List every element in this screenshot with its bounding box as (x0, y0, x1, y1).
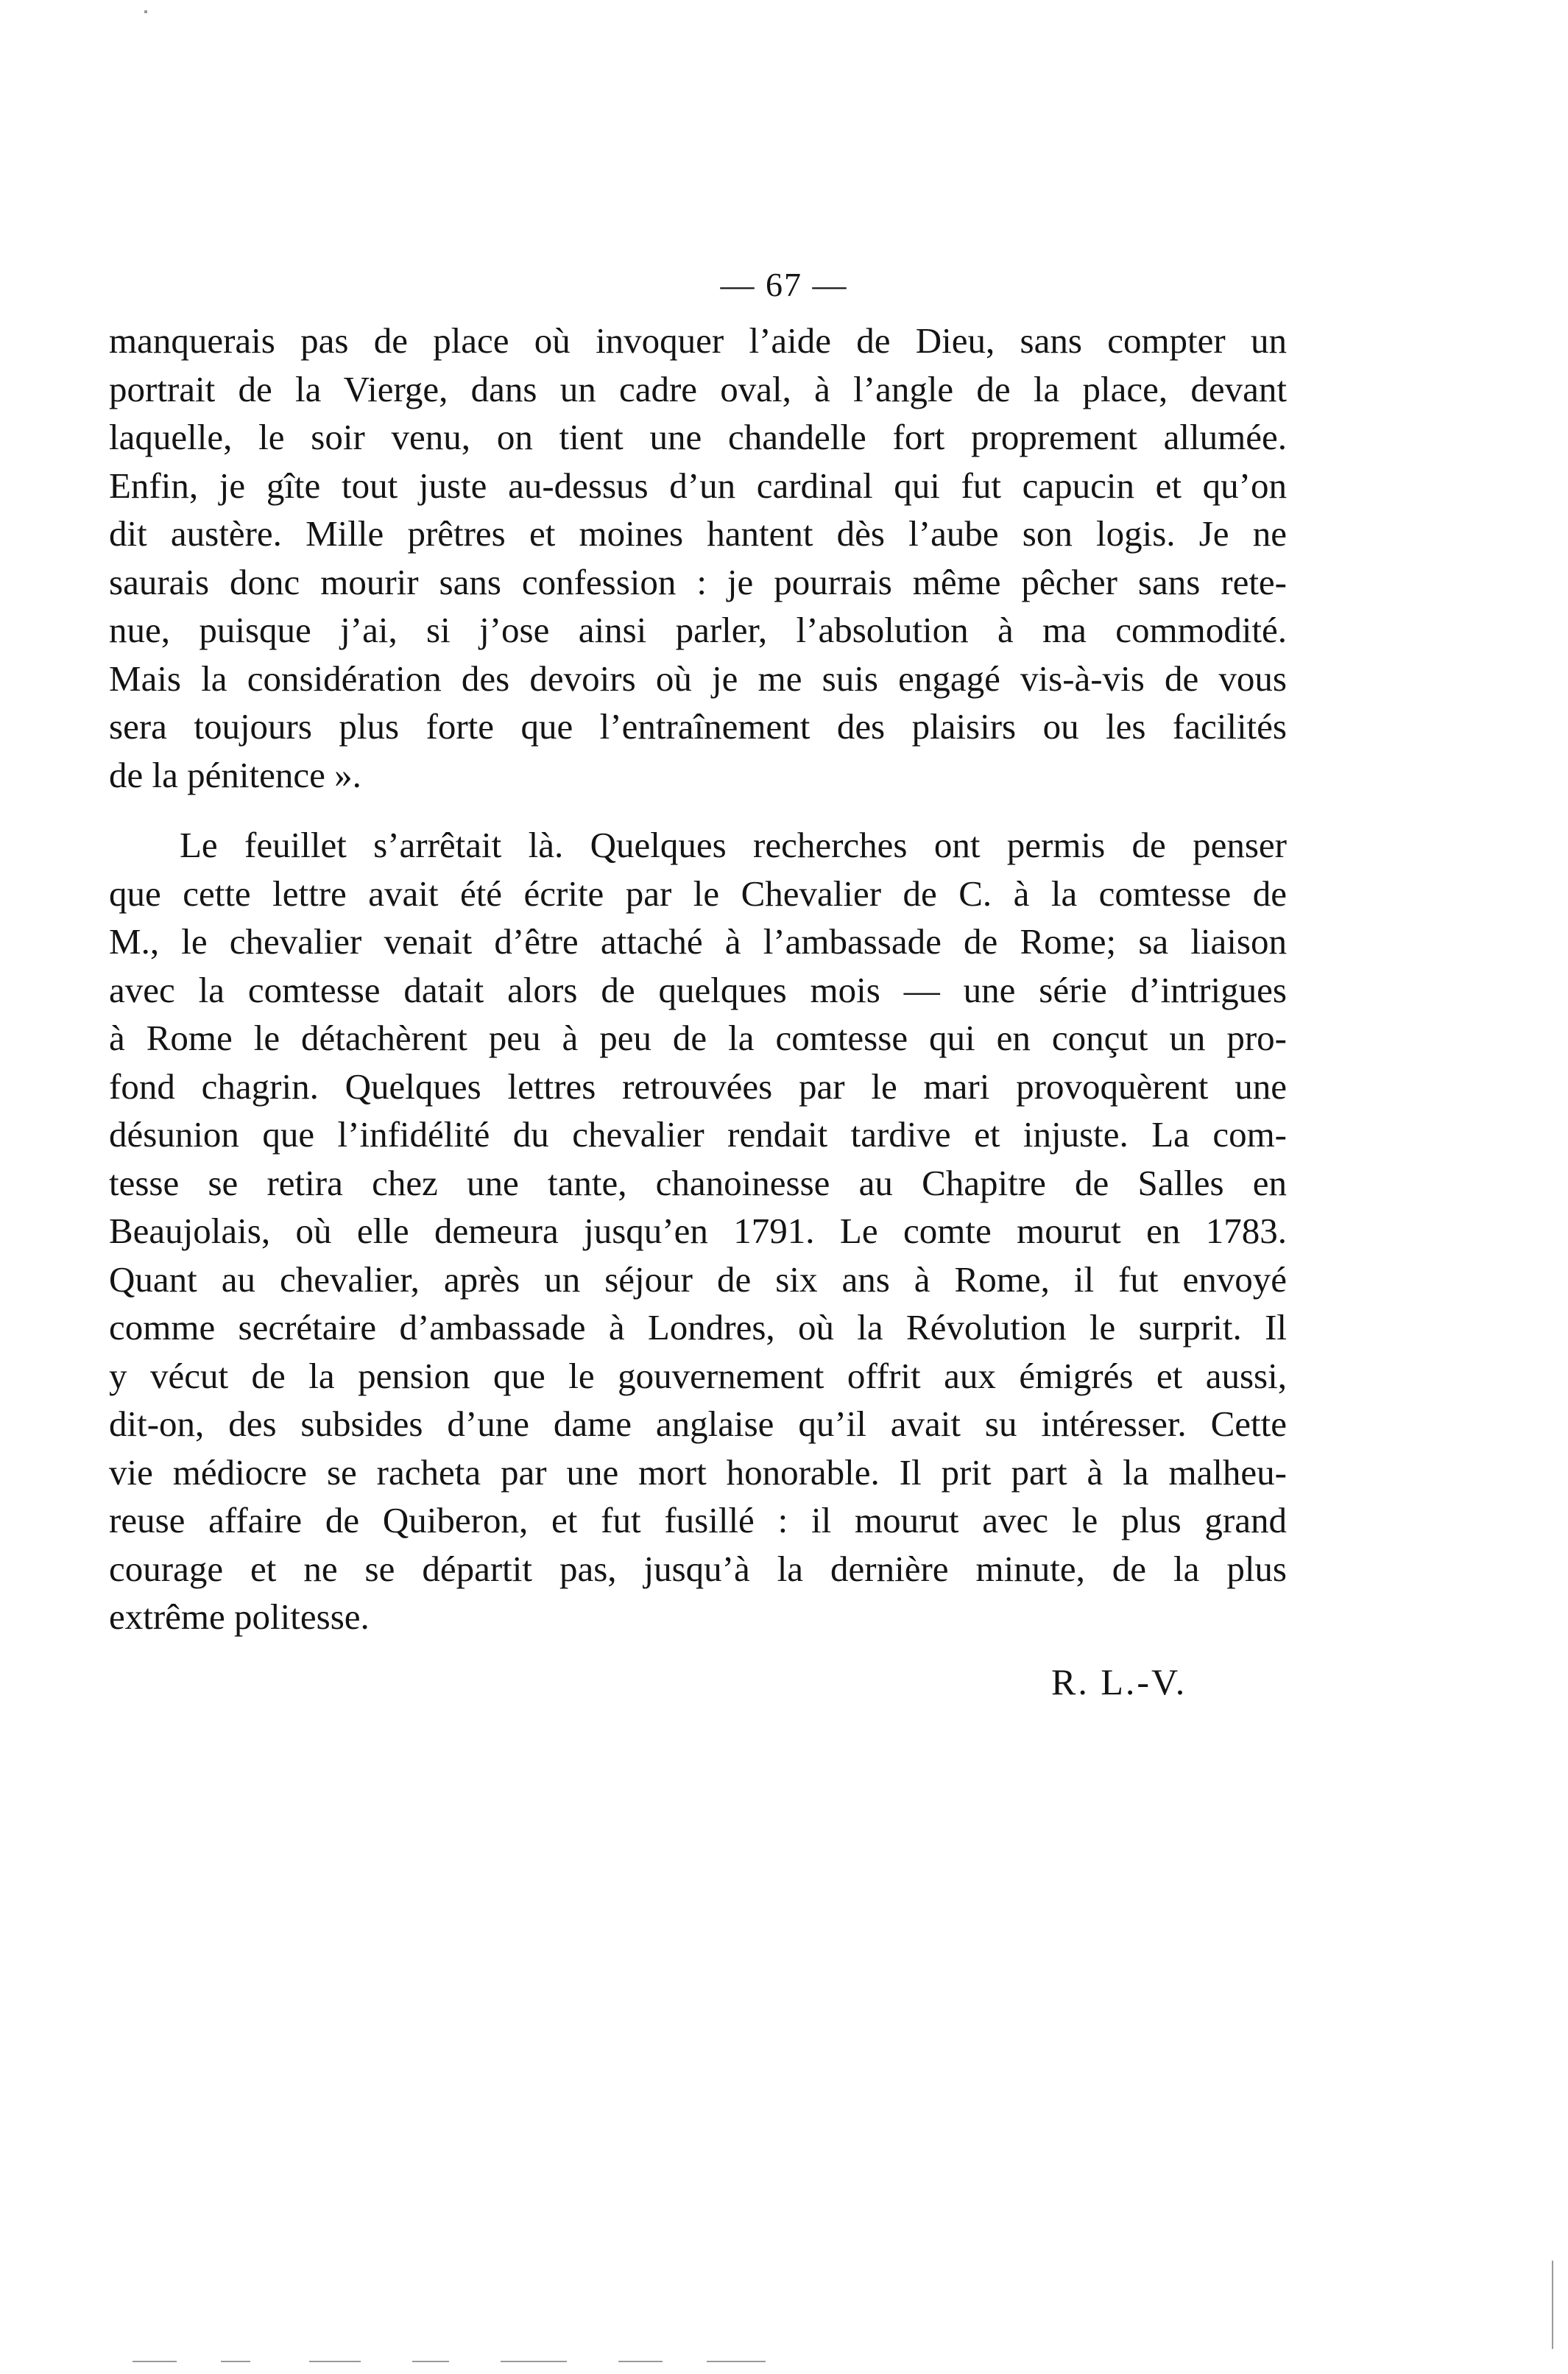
text-line: M., le chevalier venait d’être attaché à l’ambassade de Rome; sa liaison (109, 921, 1287, 962)
paragraph-gap (109, 799, 1287, 821)
text-line: tesse se retira chez une tante, chanoinesse au Chapitre de Salles en (109, 1162, 1287, 1203)
author-signature: R. L.-V. (1051, 1661, 1187, 1702)
scan-artifact (309, 2361, 361, 2362)
text-line: désunion que l’infidélité du chevalier rendait tardive et injuste. La com- (109, 1114, 1287, 1155)
text-line: Quant au chevalier, après un séjour de six ans à Rome, il fut envoyé (109, 1258, 1287, 1300)
text-line: avec la comtesse datait alors de quelques mois — une série d’intrigues (109, 969, 1287, 1010)
text-line: fond chagrin. Quelques lettres retrouvées par le mari provoquèrent une (109, 1066, 1287, 1107)
text-line: saurais donc mourir sans confession : je pourrais même pêcher sans rete- (109, 561, 1287, 602)
text-line: Beaujolais, où elle demeura jusqu’en 1791. Le comte mourut en 1783. (109, 1211, 1287, 1251)
scan-artifact (707, 2361, 766, 2362)
text-line: nue, puisque j’ai, si j’ose ainsi parler, l’absolution à ma commodité. (109, 610, 1287, 650)
scan-artifact (1552, 2261, 1553, 2349)
text-line: de la pénitence ». (109, 754, 361, 795)
text-line: dit-on, des subsides d’une dame anglaise qu’il avait su intéresser. Cette (109, 1403, 1287, 1444)
paragraph-letter-ending (109, 317, 1287, 799)
text-line: à Rome le détachèrent peu à peu de la comtesse qui en conçut un pro- (109, 1018, 1287, 1058)
scan-artifact (221, 2361, 250, 2362)
text-line: que cette lettre avait été écrite par le Chevalier de C. à la comtesse de (109, 873, 1287, 914)
text-line: sera toujours plus forte que l’entraînement des plaisirs ou les facilités (109, 706, 1287, 747)
scan-artifact (144, 10, 147, 13)
paragraph-commentary (109, 821, 1287, 1641)
scan-artifact (501, 2361, 567, 2362)
scan-artifact (412, 2361, 449, 2362)
text-line: reuse affaire de Quiberon, et fut fusillé : il mourut avec le plus grand (109, 1500, 1287, 1540)
scan-artifact (133, 2361, 177, 2362)
text-line: extrême politesse. (109, 1596, 370, 1637)
text-line: courage et ne se départit pas, jusqu’à la dernière minute, de la plus (109, 1548, 1287, 1589)
text-line: Le feuillet s’arrêtait là. Quelques recherches ont permis de penser (180, 825, 1287, 865)
text-line: Enfin, je gîte tout juste au-dessus d’un cardinal qui fut capucin et qu’on (109, 465, 1287, 506)
body-text (109, 317, 1287, 1641)
text-line: comme secrétaire d’ambassade à Londres, où la Révolution le surprit. Il (109, 1307, 1287, 1348)
text-line: dit austère. Mille prêtres et moines hantent dès l’aube son logis. Je ne (109, 513, 1287, 554)
text-line: y vécut de la pension que le gouvernement offrit aux émigrés et aussi, (109, 1355, 1287, 1396)
text-line: vie médiocre se racheta par une mort honorable. Il prit part à la malheu- (109, 1451, 1287, 1493)
text-line: portrait de la Vierge, dans un cadre oval, à l’angle de la place, devant (109, 368, 1287, 409)
text-line: Mais la considération des devoirs où je me suis engagé vis-à-vis de vous (109, 658, 1287, 699)
text-line: laquelle, le soir venu, on tient une chandelle fort proprement allumée. (109, 417, 1287, 457)
text-line: manquerais pas de place où invoquer l’aide de Dieu, sans compter un (109, 320, 1287, 361)
page-number: — 67 — (720, 266, 848, 303)
scan-artifact (618, 2361, 663, 2362)
